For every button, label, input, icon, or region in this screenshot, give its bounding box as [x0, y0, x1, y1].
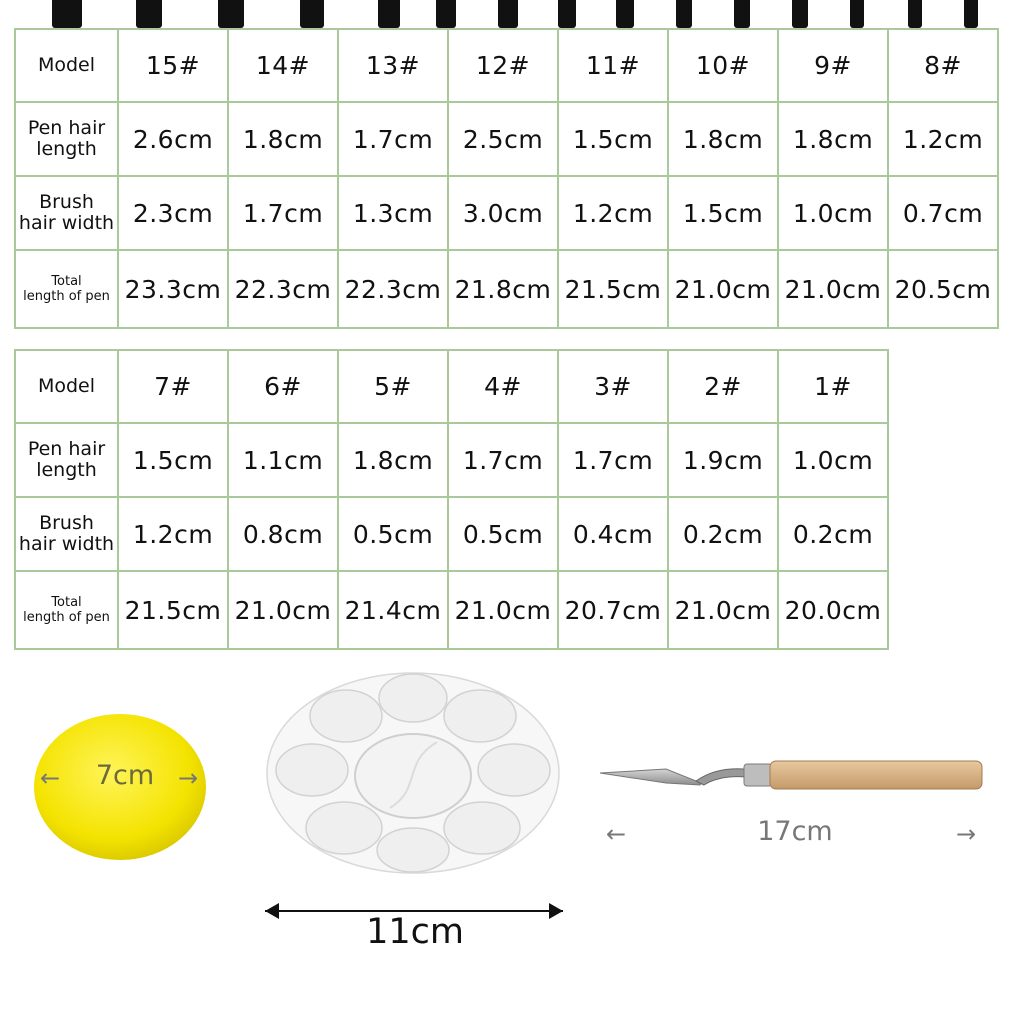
- model-cell: 6#: [228, 350, 338, 423]
- brush-hair-width-cell: 0.5cm: [338, 497, 448, 571]
- brush-hair-width-cell: 0.5cm: [448, 497, 558, 571]
- knife-size-label: 17cm: [757, 816, 833, 847]
- brush-hair-width-cell: 1.7cm: [228, 176, 338, 250]
- row-label-line: hair width: [18, 212, 115, 234]
- brush-handle: [676, 0, 692, 28]
- row-label-line: length of pen: [23, 289, 110, 304]
- total-length-cell: 21.0cm: [668, 250, 778, 328]
- row-label-pen-hair-length: [15, 102, 118, 176]
- pen-hair-length-cell: 1.9cm: [668, 423, 778, 497]
- brush-handle: [136, 0, 162, 28]
- brush-hair-width-cell: 1.2cm: [118, 497, 228, 571]
- total-length-cell: 21.5cm: [558, 250, 668, 328]
- model-cell: 12#: [448, 29, 558, 102]
- model-cell: 15#: [118, 29, 228, 102]
- pen-hair-length-cell: 2.5cm: [448, 102, 558, 176]
- brush-hair-width-cell: 3.0cm: [448, 176, 558, 250]
- pen-hair-length-cell: 1.7cm: [338, 102, 448, 176]
- pen-hair-length-cell: 1.5cm: [558, 102, 668, 176]
- table-row-total-length: [15, 571, 888, 649]
- brush-hair-width-cell: 0.7cm: [888, 176, 998, 250]
- total-length-cell: 21.0cm: [448, 571, 558, 649]
- row-label-line: Brush: [39, 512, 94, 534]
- total-length-cell: 20.5cm: [888, 250, 998, 328]
- row-label-line: length: [36, 459, 97, 481]
- total-length-cell: 21.0cm: [228, 571, 338, 649]
- row-label-line: Brush: [39, 191, 94, 213]
- row-label-total-length: [15, 250, 118, 328]
- brush-handle: [850, 0, 864, 28]
- arrow-right-icon: [549, 903, 563, 919]
- brush-handles-strip: [0, 0, 1024, 28]
- arrow-left-icon: ←: [606, 820, 627, 848]
- pen-hair-length-cell: 1.5cm: [118, 423, 228, 497]
- total-length-cell: 21.5cm: [118, 571, 228, 649]
- spec-table-2: [14, 349, 889, 650]
- pen-hair-length-cell: 1.8cm: [778, 102, 888, 176]
- row-label-line: Total: [51, 595, 82, 610]
- flower-palette-icon: [262, 668, 564, 878]
- pen-hair-length-cell: 1.8cm: [228, 102, 338, 176]
- brush-handle: [616, 0, 634, 28]
- brush-handle: [558, 0, 576, 28]
- row-label-line: Pen hair: [27, 117, 106, 139]
- table-row-pen-hair-length: [15, 423, 888, 497]
- brush-hair-width-cell: 2.3cm: [118, 176, 228, 250]
- total-length-cell: 20.7cm: [558, 571, 668, 649]
- arrow-left-icon: ←: [40, 764, 61, 792]
- brush-handle: [964, 0, 978, 28]
- total-length-cell: 20.0cm: [778, 571, 888, 649]
- table-row-model: [15, 29, 998, 102]
- brush-handle: [52, 0, 82, 28]
- model-cell: 3#: [558, 350, 668, 423]
- total-length-cell: 23.3cm: [118, 250, 228, 328]
- row-label-brush-hair-width: [15, 497, 118, 571]
- model-cell: 1#: [778, 350, 888, 423]
- model-cell: 11#: [558, 29, 668, 102]
- arrow-right-icon: →: [178, 764, 199, 792]
- pen-hair-length-cell: 1.0cm: [778, 423, 888, 497]
- total-length-cell: 22.3cm: [228, 250, 338, 328]
- palette-knife-icon: [596, 755, 988, 797]
- table-row-total-length: [15, 250, 998, 328]
- brush-handle: [378, 0, 400, 28]
- row-label-line: length of pen: [23, 610, 110, 625]
- row-label-line: Total: [51, 274, 82, 289]
- brush-hair-width-cell: 0.2cm: [668, 497, 778, 571]
- pen-hair-length-cell: 1.1cm: [228, 423, 338, 497]
- pen-hair-length-cell: 1.7cm: [558, 423, 668, 497]
- row-label-model: Model: [15, 350, 118, 423]
- table-row-brush-hair-width: [15, 497, 888, 571]
- brush-handle: [792, 0, 808, 28]
- brush-handle: [300, 0, 324, 28]
- row-label-total-length: [15, 571, 118, 649]
- model-cell: 2#: [668, 350, 778, 423]
- row-label-line: hair width: [18, 533, 115, 555]
- model-cell: 5#: [338, 350, 448, 423]
- arrow-right-icon: →: [956, 820, 977, 848]
- row-label-pen-hair-length: [15, 423, 118, 497]
- total-length-cell: 21.0cm: [668, 571, 778, 649]
- brush-handle: [498, 0, 518, 28]
- brush-hair-width-cell: 1.2cm: [558, 176, 668, 250]
- brush-handle: [218, 0, 244, 28]
- total-length-cell: 21.0cm: [778, 250, 888, 328]
- model-cell: 7#: [118, 350, 228, 423]
- table-row-brush-hair-width: [15, 176, 998, 250]
- row-label-line: Pen hair: [27, 438, 106, 460]
- pen-hair-length-cell: 1.7cm: [448, 423, 558, 497]
- model-cell: 14#: [228, 29, 338, 102]
- model-cell: 13#: [338, 29, 448, 102]
- brush-hair-width-cell: 1.5cm: [668, 176, 778, 250]
- brush-hair-width-cell: 1.0cm: [778, 176, 888, 250]
- row-label-model: Model: [15, 29, 118, 102]
- pen-hair-length-cell: 1.8cm: [668, 102, 778, 176]
- model-cell: 8#: [888, 29, 998, 102]
- table-row-model: [15, 350, 888, 423]
- total-length-cell: 21.8cm: [448, 250, 558, 328]
- palette-size-label: 11cm: [366, 912, 464, 952]
- brush-hair-width-cell: 0.4cm: [558, 497, 668, 571]
- brush-handle: [908, 0, 922, 28]
- sponge-size-label: 7cm: [95, 760, 155, 791]
- brush-hair-width-cell: 0.8cm: [228, 497, 338, 571]
- pen-hair-length-cell: 1.2cm: [888, 102, 998, 176]
- spec-table-1: [14, 28, 999, 329]
- table-row-pen-hair-length: [15, 102, 998, 176]
- brush-hair-width-cell: 0.2cm: [778, 497, 888, 571]
- model-cell: 4#: [448, 350, 558, 423]
- total-length-cell: 21.4cm: [338, 571, 448, 649]
- row-label-line: length: [36, 138, 97, 160]
- pen-hair-length-cell: 1.8cm: [338, 423, 448, 497]
- brush-handle: [734, 0, 750, 28]
- row-label-brush-hair-width: [15, 176, 118, 250]
- brush-handle: [436, 0, 456, 28]
- model-cell: 9#: [778, 29, 888, 102]
- arrow-left-icon: [265, 903, 279, 919]
- total-length-cell: 22.3cm: [338, 250, 448, 328]
- pen-hair-length-cell: 2.6cm: [118, 102, 228, 176]
- model-cell: 10#: [668, 29, 778, 102]
- brush-hair-width-cell: 1.3cm: [338, 176, 448, 250]
